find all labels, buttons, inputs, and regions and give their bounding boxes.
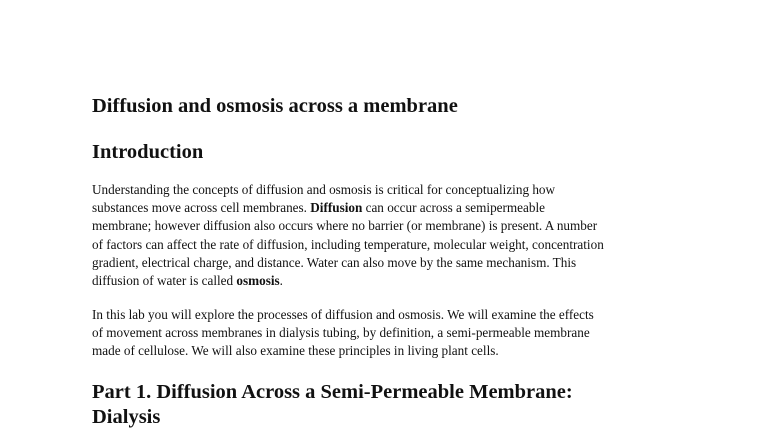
text-segment: diffusion of water is called: [92, 273, 237, 289]
paragraph-line: made of cellulose. We will also examine these principles in living plant cells.: [92, 343, 499, 359]
lab-overview-paragraph: [92, 306, 702, 361]
heading-line: Part 1. Diffusion Across a Semi-Permeable Membrane:: [92, 381, 573, 403]
paragraph-line: Understanding the concepts of diffusion and osmosis is critical for conceptualizing how: [92, 182, 556, 197]
term-diffusion: Diffusion: [310, 200, 363, 216]
paragraph-line: of movement across membranes in dialysis tubing, by definition, a semi-permeable membrane: [92, 325, 590, 341]
paragraph-line: [92, 199, 702, 217]
heading-line: Dialysis: [92, 406, 161, 428]
paragraph-line: membrane; however diffusion also occurs where no barrier (or membrane) is present. A number: [92, 218, 598, 234]
paragraph-line: In this lab you will explore the processes of diffusion and osmosis. We will examine the effects: [92, 307, 594, 322]
section-heading-introduction: Introduction: [92, 141, 204, 163]
text-segment: can occur across a semipermeable: [362, 200, 545, 216]
paragraph-line: gradient, electrical charge, and distance. Water can also move by the same mechanism. This: [92, 254, 577, 270]
intro-paragraph: [92, 181, 702, 290]
paragraph-line: [92, 272, 702, 290]
text-segment: .: [279, 273, 283, 289]
document-title: Diffusion and osmosis across a membrane: [92, 95, 458, 117]
part1-heading: [92, 380, 573, 430]
text-segment: substances move across cell membranes.: [92, 200, 311, 216]
term-osmosis: osmosis: [236, 273, 280, 289]
paragraph-line: of factors can affect the rate of diffusion, including temperature, molecular weight, concentration: [92, 236, 604, 252]
